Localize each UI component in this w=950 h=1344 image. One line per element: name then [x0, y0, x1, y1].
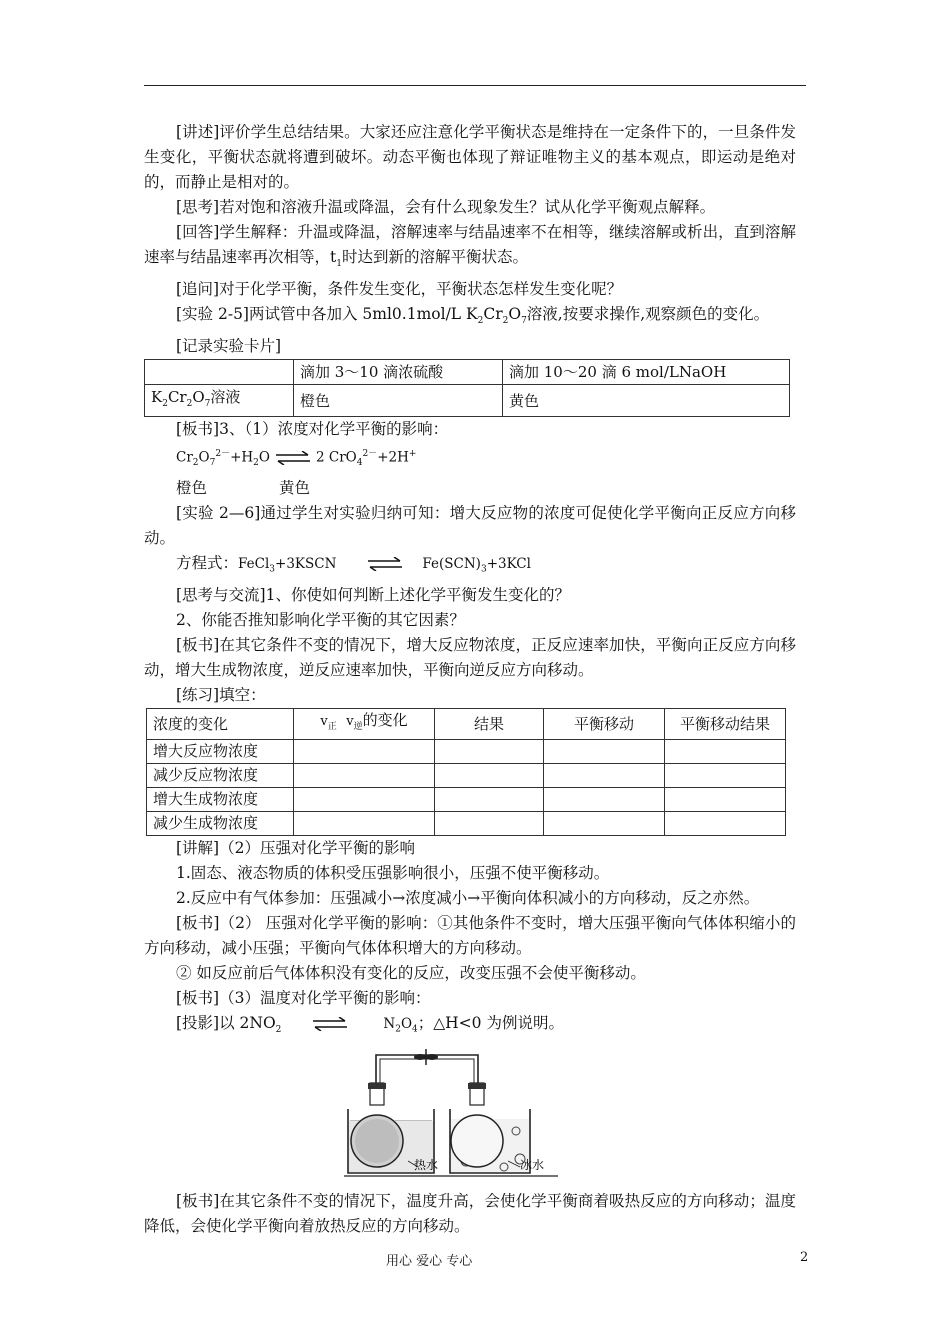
- table-cell: [665, 740, 786, 764]
- practice-table: [146, 708, 786, 836]
- table-cell: [544, 788, 665, 812]
- para-pressure-lecture: [讲解]（2）压强对化学平衡的影响: [176, 839, 415, 858]
- table-cell: [294, 812, 435, 836]
- table-cell: 增大反应物浓度: [147, 740, 294, 764]
- board-concentration-title: [板书]3、（1）浓度对化学平衡的影响：: [176, 420, 449, 439]
- table-cell: $v_正$ $v_逆$的变化: [294, 709, 435, 740]
- board-concentration-rule: [板书]在其它条件不变的情况下，增大反应物浓度，正反应速率加快，平衡向正反应方向移动，增大生成物浓度，逆反应速率加快，平衡向逆反应方向移动。: [144, 636, 796, 680]
- para-practice: [练习]填空：: [176, 686, 266, 705]
- table-cell: [435, 788, 544, 812]
- table-cell: [435, 764, 544, 788]
- page-number: 2: [800, 1250, 809, 1265]
- equation-chromate: $Cr_2O_7^{2-}+H_2O$ 2 CrO$_4^{2-}$+2H+: [176, 449, 417, 469]
- table-cell: 增大生成物浓度: [147, 788, 294, 812]
- table-cell: [665, 764, 786, 788]
- para-pressure-2: 2.反应中有气体参加：压强减小→浓度减小→平衡向体积减小的方向移动，反之亦然。: [176, 889, 760, 908]
- table-cell: 平衡移动: [544, 709, 665, 740]
- para-think: [思考]若对饱和溶液升温或降温，会有什么现象发生？试从化学平衡观点解释。: [176, 198, 716, 216]
- table-cell: [145, 360, 294, 385]
- table-row: [147, 788, 786, 812]
- table-cell: [665, 812, 786, 836]
- hot-water-label: 热水: [414, 1158, 439, 1173]
- table-cell: [435, 740, 544, 764]
- table-cell: 橙色: [294, 385, 503, 417]
- para-pressure-3: ② 如反应前后气体体积没有变化的反应，改变压强不会使平衡移动。: [176, 964, 646, 983]
- equilibrium-arrows-icon: [311, 1017, 349, 1031]
- no2-equilibrium-apparatus: [344, 1049, 558, 1179]
- table-cell: 浓度的变化: [147, 709, 294, 740]
- para-discuss-2: 2、你能否推知影响化学平衡的其它因素？: [176, 611, 465, 630]
- para-answer: [回答]学生解释：升温或降温，溶解速率与结晶速率不在相等，继续溶解或析出，直到溶解速率与结晶速率再次相等，$t_1$时达到新的溶解平衡状态。: [144, 223, 796, 270]
- table-cell: 滴加 10～20 滴 6 mol/LNaOH: [503, 360, 790, 385]
- equation-colors: 橙色 黄色: [176, 479, 311, 498]
- para-exp25: [实验 2-5]两试管中各加入 5ml0.1mol/L $K_2Cr_2O_7$溶液,按要求操作,观察颜色的变化。: [176, 305, 770, 327]
- table-row: [147, 812, 786, 836]
- board-pressure: [板书]（2） 压强对化学平衡的影响：①其他条件不变时，增大压强平衡向气体体积缩小的方向移动，减小压强；平衡向气体体积增大的方向移动。: [144, 914, 796, 958]
- para-exp26: [实验 2—6]通过学生对实验归纳可知：增大反应物的浓度可促使化学平衡向正反应方向移动。: [144, 504, 796, 548]
- equation-thiocyanate: 方程式：FeCl$_3$+3KSCN $Fe(SCN)_3+3KCl$: [176, 554, 531, 576]
- table-cell: [544, 740, 665, 764]
- table-cell: [294, 740, 435, 764]
- table-cell: 减少反应物浓度: [147, 764, 294, 788]
- table-cell: [294, 788, 435, 812]
- para-discuss-1: [思考与交流]1、你使如何判断上述化学平衡发生变化的？: [176, 586, 570, 605]
- experiment-card-table: [144, 359, 790, 417]
- board-temperature: [板书]在其它条件不变的情况下，温度升高，会使化学平衡商着吸热反应的方向移动；温度降低，会使化学平衡向着放热反应的方向移动。: [144, 1192, 796, 1236]
- page-body: [144, 120, 796, 1239]
- table-row: [147, 709, 786, 740]
- ice-water-beaker: [450, 1083, 530, 1173]
- table-cell: 结果: [435, 709, 544, 740]
- table-cell: $K_2Cr_2O_7$溶液: [145, 385, 294, 417]
- footer-motto: 用心 爱心 专心: [386, 1254, 473, 1269]
- table-cell: 平衡移动结果: [665, 709, 786, 740]
- para-followup: [追问]对于化学平衡，条件发生变化，平衡状态怎样发生变化呢？: [176, 280, 623, 299]
- table-cell: [665, 788, 786, 812]
- ice-water-label: 冰水: [520, 1158, 545, 1173]
- table-cell: 减少生成物浓度: [147, 812, 294, 836]
- table-row: [147, 740, 786, 764]
- para-record: [记录实验卡片]: [176, 337, 282, 356]
- table-cell: [544, 764, 665, 788]
- table-cell: 黄色: [503, 385, 790, 417]
- equilibrium-arrows-icon: [366, 557, 404, 571]
- header-rule: [144, 85, 806, 86]
- table-row: [145, 385, 790, 417]
- equilibrium-arrows-icon: [274, 451, 312, 465]
- table-cell: 滴加 3～10 滴浓硫酸: [294, 360, 503, 385]
- table-row: [147, 764, 786, 788]
- table-cell: [435, 812, 544, 836]
- table-cell: [544, 812, 665, 836]
- clamp-icon: [414, 1049, 438, 1065]
- board-temperature-title: [板书]（3）温度对化学平衡的影响：: [176, 989, 431, 1008]
- para-projection: [投影]以 $2NO_2$ $N_2O_4$；△H<0 为例说明。: [176, 1014, 564, 1036]
- para-lecture: [讲述]评价学生总结结果。大家还应注意化学平衡状态是维持在一定条件下的，一旦条件发生变化，平衡状态就将遭到破坏。动态平衡也体现了辩证唯物主义的基本观点，即运动是绝对的，而静止是相对的。: [144, 123, 796, 191]
- table-cell: [294, 764, 435, 788]
- table-row: [145, 360, 790, 385]
- para-pressure-1: 1.固态、液态物质的体积受压强影响很小，压强不使平衡移动。: [176, 864, 610, 883]
